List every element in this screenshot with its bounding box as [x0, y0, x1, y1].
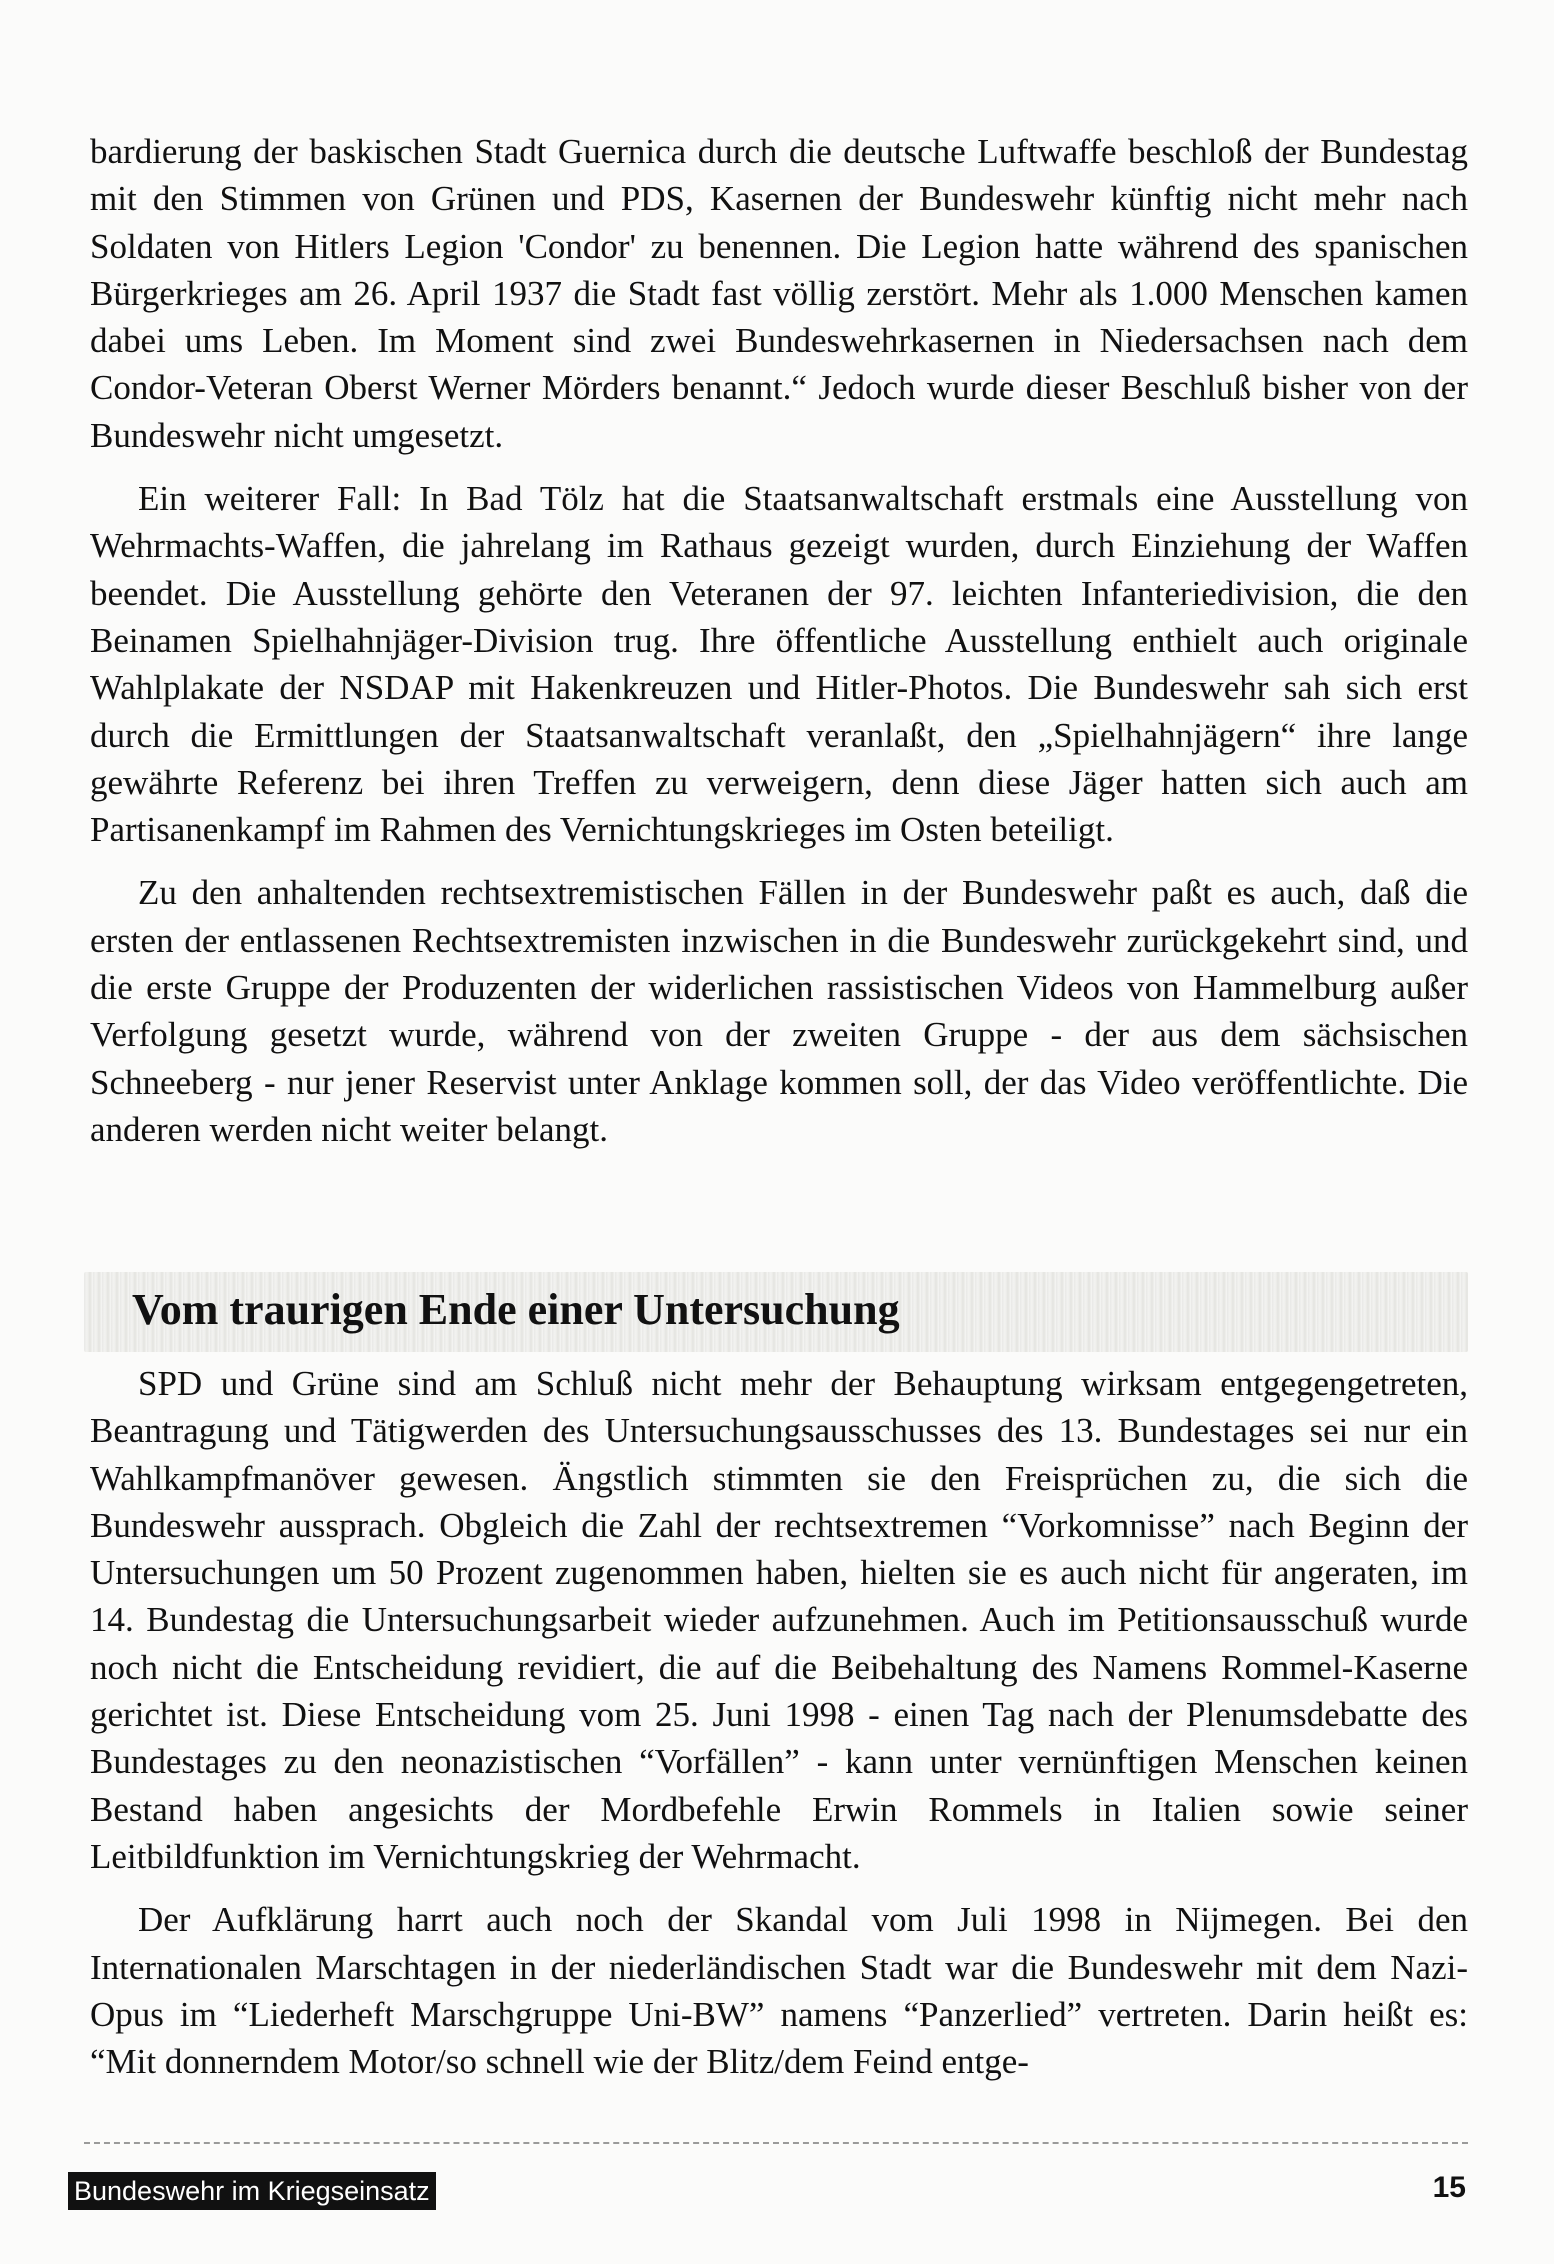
paragraph-guernica: bardierung der baskischen Stadt Guernica durch die deutsche Luftwaffe beschloß der Bundestag mit den Stimmen von Grünen und PDS, Kasernen der Bundeswehr künftig nicht mehr nach Soldaten von Hitlers Legion 'Condor' zu benennen. Die Legion hatte während des spanischen Bürgerkrieges am 26. April 1937 die Stadt fast völlig zerstört. Mehr als 1.000 Menschen kamen dabei ums Leben. Im Moment sind zwei Bundeswehrkasernen in Niedersachsen nach dem Condor-Veteran Oberst Werner Mörders benannt.“ Jedoch wurde dieser Beschluß bisher von der Bundeswehr nicht umgesetzt.	[90, 132, 1468, 455]
paragraph-hammelburg: Zu den anhaltenden rechtsextremistischen Fällen in der Bundeswehr paßt es auch, daß die ersten der entlassenen Rechtsextremisten inzwischen in die Bundeswehr zurückgekehrt sind, und die erste Gruppe der Produzenten der widerlichen rassistischen Videos von Hammelburg außer Verfolgung gesetzt wurde, während von der zweiten Gruppe - der aus dem sächsischen Schneeberg - nur jener Reservist unter Anklage kommen soll, der das Video veröffentlichte. Die anderen werden nicht weiter belangt.	[90, 873, 1468, 1149]
section-heading: Vom traurigen Ende einer Untersuchung	[132, 1285, 900, 1334]
body-text-section-2	[90, 1360, 1468, 2101]
body-text-section-1	[90, 128, 1468, 1169]
paragraph-nijmegen: Der Aufklärung harrt auch noch der Skandal vom Juli 1998 in Nijmegen. Bei den Internationalen Marschtagen in der niederländischen Stadt war die Bundeswehr mit dem Nazi-Opus im “Liederheft Marschgruppe Uni-BW” namens “Panzerlied” vertreten. Darin heißt es: “Mit donnerndem Motor/so schnell wie der Blitz/dem Feind entge-	[90, 1900, 1468, 2082]
paragraph-bad-toelz: Ein weiterer Fall: In Bad Tölz hat die Staatsanwaltschaft erstmals eine Ausstellung von Wehrmachts-Waffen, die jahrelang im Rathaus gezeigt wurden, durch Einziehung der Waffen beendet. Die Ausstellung gehörte den Veteranen der 97. leichten Infanteriedivision, die den Beinamen Spielhahnjäger-Division trug. Ihre öffentliche Ausstellung enthielt auch originale Wahlplakate der NSDAP mit Hakenkreuzen und Hitler-Photos. Die Bundeswehr sah sich erst durch die Ermittlungen der Staatsanwaltschaft veranlaßt, den „Spielhahnjägern“ ihre lange gewährte Referenz bei ihren Treffen zu verweigern, denn diese Jäger hatten sich auch am Partisanenkampf im Rahmen des Vernichtungskrieges im Osten beteiligt.	[90, 479, 1468, 850]
footer-title: Bundeswehr im Kriegseinsatz	[68, 2172, 436, 2210]
page-number: 15	[1432, 2171, 1466, 2204]
paragraph-untersuchung: SPD und Grüne sind am Schluß nicht mehr der Behauptung wirksam entgegengetreten, Beantragung und Tätigwerden des Untersuchungsausschusses des 13. Bundestages sei nur ein Wahlkampfmanöver gewesen. Ängstlich stimmten sie den Freisprüchen zu, die sich die Bundeswehr aussprach. Obgleich die Zahl der rechtsextremen “Vorkomnisse” nach Beginn der Untersuchungen um 50 Prozent zugenommen haben, hielten sie es auch nicht für angeraten, im 14. Bundestag die Untersuchungsarbeit wieder aufzunehmen. Auch im Petitionsausschuß wurde noch nicht die Entscheidung revidiert, die auf die Beibehaltung des Namens Rommel-Kaserne gerichtet ist. Diese Entscheidung vom 25. Juni 1998 - einen Tag nach der Plenumsdebatte des Bundestages zu den neonazistischen “Vorfällen” - kann unter vernünftigen Menschen keinen Bestand haben angesichts der Mordbefehle Erwin Rommels in Italien sowie seiner Leitbildfunktion im Vernichtungskrieg der Wehrmacht.	[90, 1364, 1468, 1876]
footer-divider	[84, 2142, 1468, 2144]
